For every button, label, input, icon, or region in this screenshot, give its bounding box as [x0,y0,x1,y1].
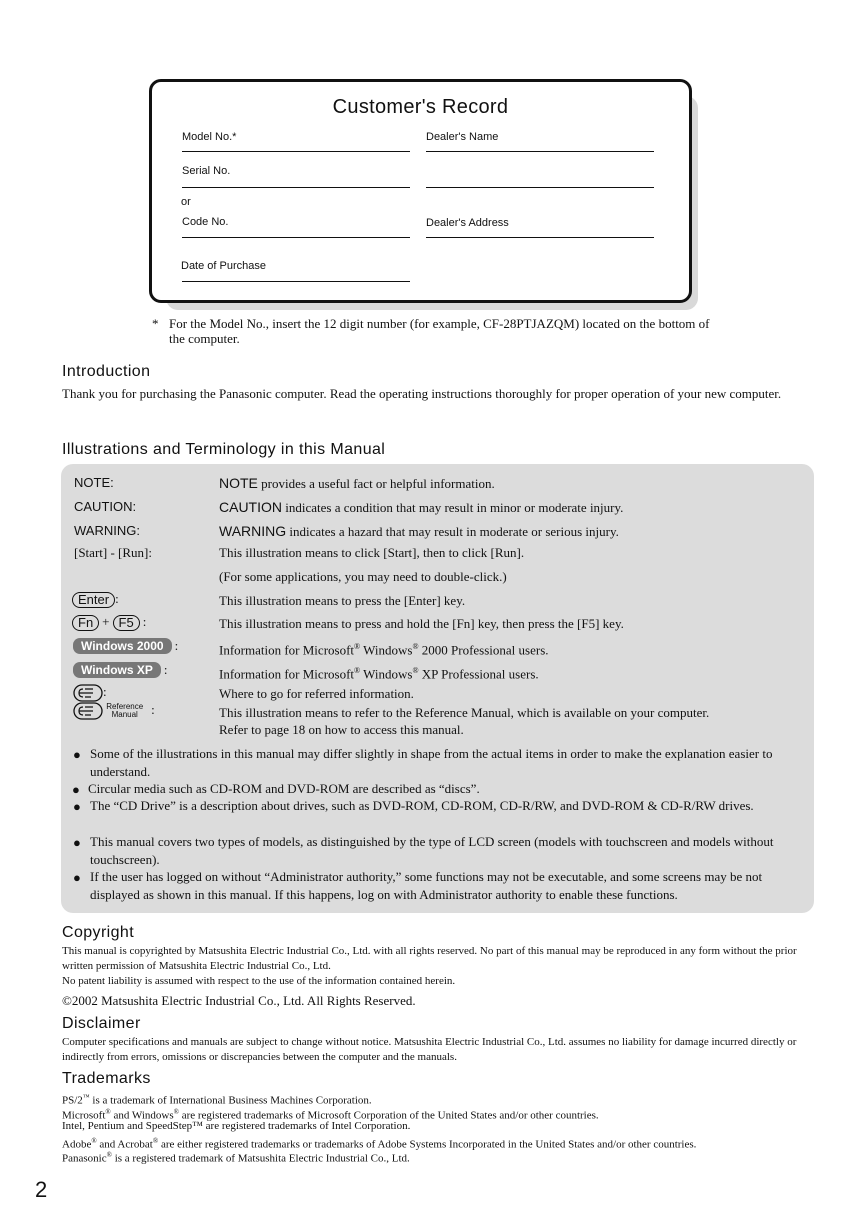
copyright-notice: ©2002 Matsushita Electric Industrial Co., Ltd. All Rights Reserved. [62,993,416,1008]
registered-mark: ® [354,642,361,651]
start-run-description: This illustration means to click [Start], then to click [Run]. [219,545,525,560]
win2000-desc-part-2: Windows [360,642,413,658]
reference-illustration [73,684,107,702]
tm-ps2-text: is a trademark of International Business Machines Corporation. [89,1094,372,1107]
reference-manual-icon-label-2: Manual [111,710,138,720]
dealers-name-label: Dealer's Name [426,131,499,143]
winxp-desc-part-1: Information for Microsoft [219,666,355,682]
code-no-line [182,237,410,238]
windows-2000-illustration [73,638,178,654]
bullet-icon: ● [72,782,80,797]
caution-label: CAUTION: [74,499,137,514]
reference-manual-colon: : [151,702,155,717]
dealers-name-line-2 [426,187,654,188]
fn-f5-description: This illustration means to press and hold the [Fn] key, then press the [F5] key. [219,616,624,631]
trademark-panasonic [62,1148,818,1166]
registered-mark: ® [412,666,419,675]
windows-2000-description [219,639,809,658]
pointing-hand-icon [73,684,103,702]
reference-manual-illustration [73,702,155,720]
serial-no-label: Serial No. [182,165,231,177]
bullet-text: Circular media such as CD-ROM and DVD-ROM are described as “discs”. [88,781,480,796]
tm-panasonic-name: Panasonic [62,1152,107,1165]
customers-record-box [149,79,692,303]
disclaimer-heading: Disclaimer [62,1015,141,1032]
enter-key-illustration [72,591,119,608]
windows-xp-colon: : [163,662,168,677]
illustrations-heading: Illustrations and Terminology in this Manual [62,441,386,458]
dealers-address-line [426,237,654,238]
list-item [73,833,808,868]
f5-keycap: F5 [113,615,140,631]
or-label: or [181,196,191,208]
bullet-icon: ● [73,835,81,850]
enter-keycap: Enter [72,592,115,608]
reference-description: Where to go for referred information. [219,686,414,701]
registered-mark: ® [105,1108,111,1116]
note-description [219,475,809,492]
tm-windows-name: and Windows [110,1109,174,1122]
note-text: provides a useful fact or helpful information. [257,476,495,491]
tm-panasonic-text: is a registered trademark of Matsushita Electric Industrial Co., Ltd. [111,1152,410,1165]
caution-keyword: CAUTION [219,499,282,515]
bullet-text: This manual covers two types of models, as distinguished by the type of LCD screen (models with touchscreen and models without touchscreen). [90,834,774,867]
date-of-purchase-line [182,281,410,282]
reference-manual-icon-label-1: Reference [106,702,144,712]
bullet-text: Some of the illustrations in this manual may differ slightly in shape from the actual items in order to make the explanation easier to understand. [90,746,773,779]
winxp-desc-part-2: Windows [360,666,413,682]
windows-xp-description [219,663,809,682]
warning-description [219,523,809,540]
page-number: 2 [35,1177,48,1202]
reference-colon: : [103,684,107,699]
start-run-description-2: (For some applications, you may need to double-click.) [219,569,507,584]
enter-colon: : [115,591,119,606]
bullet-text: If the user has logged on without “Administrator authority,” some functions may not be executable, and some screens may be not displayed as shown in this manual. If this happens, log on with Administrator authority to enable these functions. [90,869,763,902]
tm-adobe-text: are either registered trademarks or trademarks of Adobe Systems Incorporated in the United States and/or other countries. [158,1138,697,1151]
registered-mark: ® [354,666,361,675]
warning-text: indicates a hazard that may result in moderate or serious injury. [286,524,619,539]
copyright-text: This manual is copyrighted by Matsushita Electric Industrial Co., Ltd. with all rights reserved. No part of this manual may be reproduced in any form without the prior written permission of Matsushita Electric Industrial Co., Ltd. [62,945,797,972]
registered-mark: ® [173,1108,179,1116]
registered-mark: ® [152,1137,159,1145]
list-item [73,868,808,903]
dealers-name-line [426,151,654,152]
note-label: NOTE: [74,475,114,490]
win2000-desc-part-3: 2000 Professional users. [418,642,549,658]
pointing-hand-icon [73,702,103,720]
reference-manual-description-2: Refer to page 18 on how to access this manual. [219,722,464,737]
dealers-address-label: Dealer's Address [426,217,509,229]
win2000-desc-part-1: Information for Microsoft [219,642,355,658]
note-keyword: NOTE [219,475,258,491]
registered-mark: ® [412,642,419,651]
copyright-patent-text: No patent liability is assumed with respect to the use of the information contained herein. [62,975,456,987]
copyright-heading: Copyright [62,924,135,941]
registered-mark: ® [106,1151,112,1159]
trademark-mark: ™ [82,1093,90,1101]
record-title: Customer's Record [332,96,509,118]
bullet-text: The “CD Drive” is a description about drives, such as DVD-ROM, CD-ROM, CD-R/RW, and DVD-ROM & CD-R/RW drives. [90,798,754,813]
list-item [73,745,808,780]
date-of-purchase-label: Date of Purchase [181,260,266,272]
bullet-icon: ● [73,747,81,762]
introduction-heading: Introduction [62,363,151,380]
list-item [73,797,808,832]
windows-xp-illustration [73,662,168,678]
serial-no-line [182,187,410,188]
introduction-text: Thank you for purchasing the Panasonic computer. Read the operating instructions thoroughly for proper operation of your new computer. [62,386,782,401]
plus-sign: + [102,614,110,629]
tm-microsoft-name: Microsoft [62,1109,106,1122]
enter-description: This illustration means to press the [Enter] key. [219,593,466,608]
warning-label: WARNING: [74,523,140,538]
caution-description [219,499,809,516]
windows-2000-colon: : [174,638,179,653]
footnote-text: For the Model No., insert the 12 digit number (for example, CF-28PTJAZQM) located on the bottom of the computer. [169,316,710,346]
tm-ps2-name: PS/2 [62,1094,83,1107]
tm-adobe-name: Adobe [62,1138,92,1151]
list-item [73,780,808,798]
model-no-label: Model No.* [182,131,237,143]
start-run-label: [Start] - [Run]: [74,545,152,560]
windows-2000-badge: Windows 2000 [73,638,172,654]
fn-f5-illustration [72,614,146,631]
registered-mark: ® [91,1137,97,1145]
fn-keycap: Fn [72,615,99,631]
tm-microsoft-text: are registered trademarks of Microsoft Corporation of the United States and/or other countries. [178,1109,599,1122]
reference-manual-description: This illustration means to refer to the Reference Manual, which is available on your computer. [219,705,710,720]
windows-xp-badge: Windows XP [73,662,161,678]
winxp-desc-part-3: XP Professional users. [418,666,539,682]
code-no-label: Code No. [182,216,229,228]
tm-acrobat-name: and Acrobat [96,1138,153,1151]
bullet-icon: ● [73,870,81,885]
reference-manual-icon-label [106,703,143,719]
trademark-intel: Intel, Pentium and SpeedStep™ are registered trademarks of Intel Corporation. [62,1120,411,1132]
bullet-icon: ● [73,799,81,814]
warning-keyword: WARNING [219,523,287,539]
footnote-star: * [152,316,159,331]
model-no-line [182,151,410,152]
trademarks-heading: Trademarks [62,1070,151,1087]
disclaimer-text: Computer specifications and manuals are subject to change without notice. Matsushita Electric Industrial Co., Ltd. assumes no liability for damage incurred directly or indirectly from errors, omissions or discrepancies between the computer and the manuals. [62,1036,797,1063]
caution-text: indicates a condition that may result in minor or moderate injury. [282,500,624,515]
fn-colon: : [142,614,147,629]
